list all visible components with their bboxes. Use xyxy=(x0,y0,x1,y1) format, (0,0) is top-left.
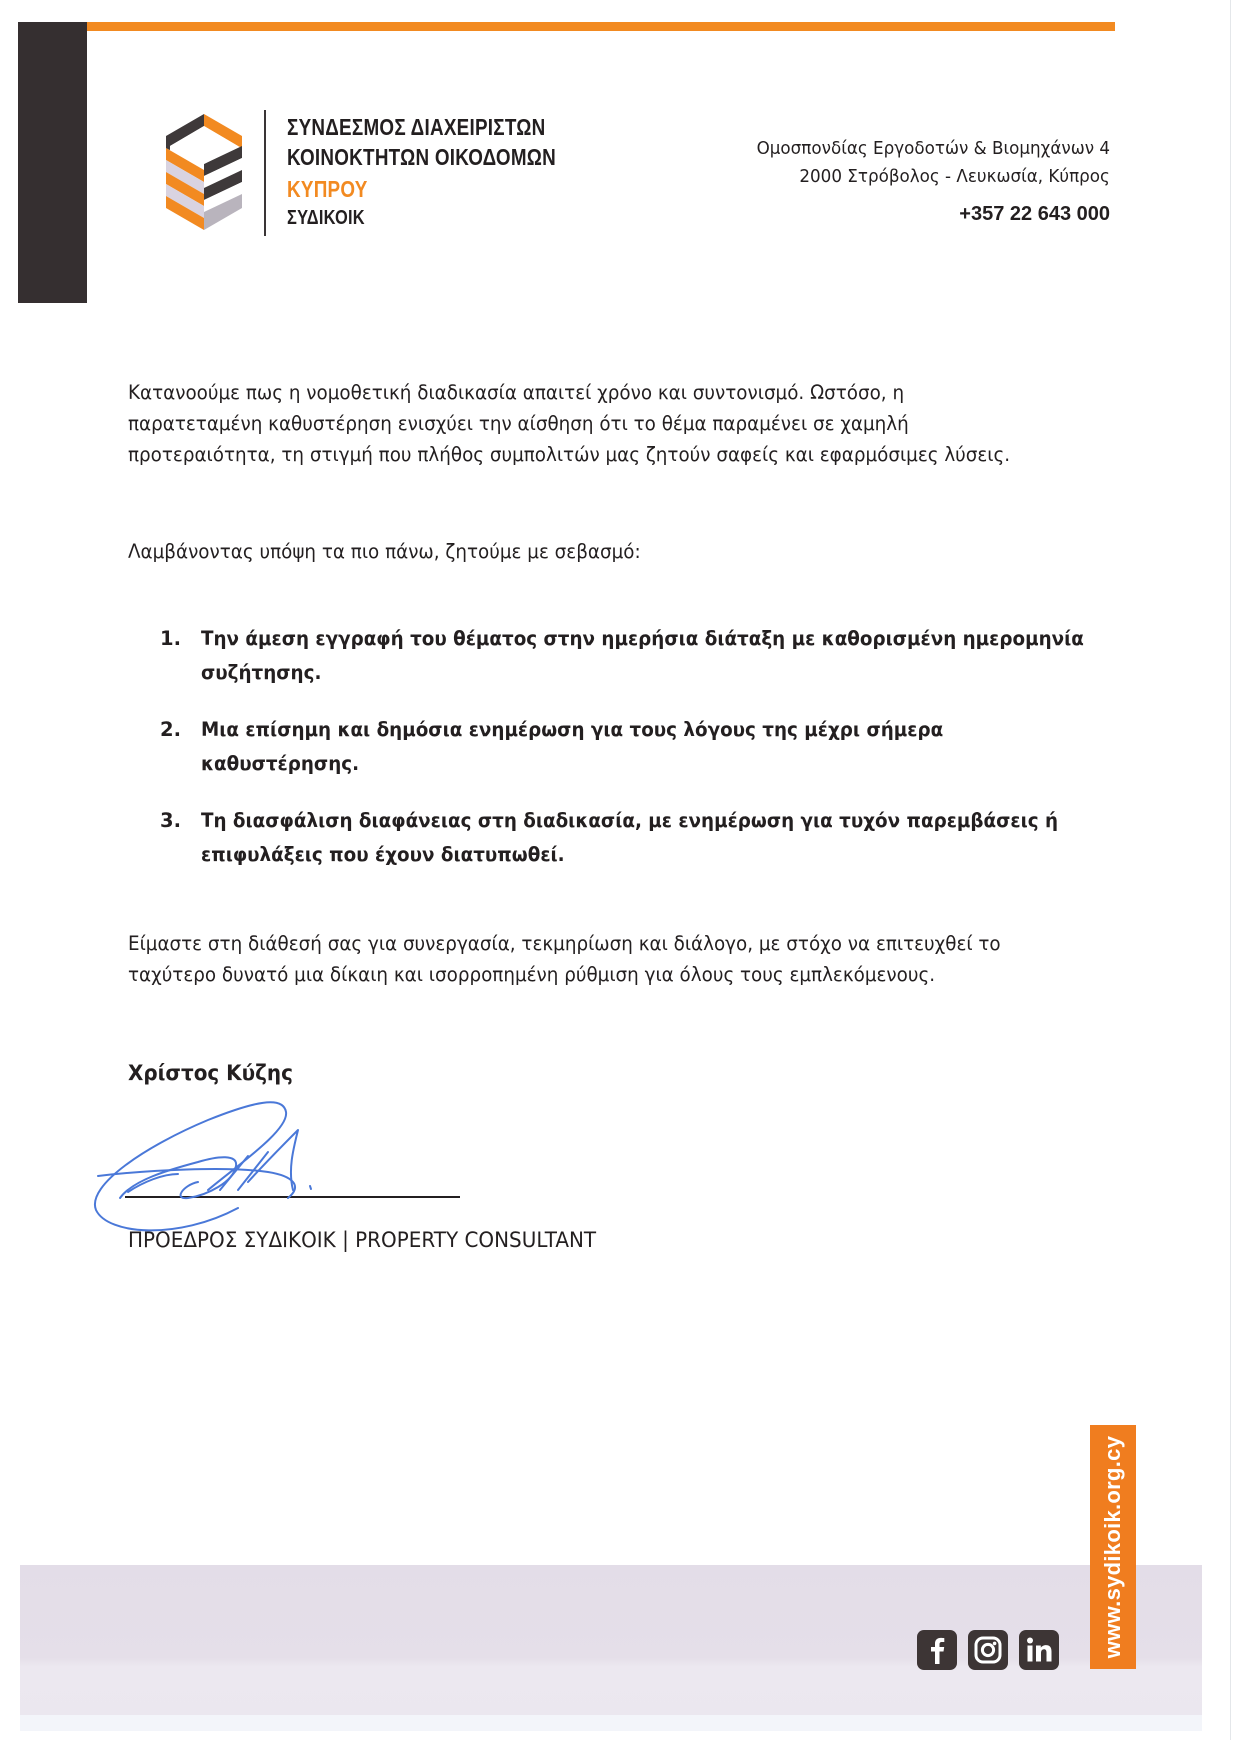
paragraph-line: Κατανοούμε πως η νομοθετική διαδικασία απαιτεί χρόνο και συντονισμό. Ωστόσο, η xyxy=(128,381,905,404)
page-edge xyxy=(1230,0,1231,1740)
footer-strip xyxy=(20,1715,1202,1731)
website-link[interactable]: www.sydikoik.org.cy xyxy=(1100,1435,1125,1659)
request-number: 2. xyxy=(160,718,181,741)
org-name-line-2: ΚΟΙΝΟΚΤΗΤΩΝ ΟΙΚΟΔΟΜΩΝ xyxy=(287,144,557,170)
request-line: Μια επίσημη και δημόσια ενημέρωση για τους λόγους της μέχρι σήμερα xyxy=(201,718,944,741)
header-orange-rule xyxy=(87,22,1115,31)
paragraph-line: Είμαστε στη διάθεσή σας για συνεργασία, τεκμηρίωση και διάλογο, με στόχο να επιτευχθεί το xyxy=(128,932,1001,955)
logo-icon xyxy=(163,112,245,232)
signature-stroke xyxy=(120,1157,236,1198)
linkedin-link[interactable] xyxy=(1019,1630,1059,1670)
paragraph-line: Λαμβάνοντας υπόψη τα πιο πάνω, ζητούμε με σεβασμό: xyxy=(128,540,641,563)
request-line: Τη διασφάλιση διαφάνειας στη διαδικασία, με ενημέρωση για τυχόν παρεμβάσεις ή xyxy=(201,809,1059,832)
phone-number: +357 22 643 000 xyxy=(959,203,1110,225)
org-name-line-1: ΣΥΝΔΕΣΜΟΣ ΔΙΑΧΕΙΡΙΣΤΩΝ xyxy=(287,114,546,140)
signer-title: ΠΡΟΕΔΡΟΣ ΣΥΔΙΚΟΙΚ | PROPERTY CONSULTANT xyxy=(128,1228,597,1252)
paragraph-line: ταχύτερο δυνατό μια δίκαιη και ισορροπημένη ρύθμιση για όλους τους εμπλεκόμενους. xyxy=(128,963,936,986)
signature-stroke xyxy=(310,1186,311,1189)
logo-divider xyxy=(264,110,266,236)
signer-name: Χρίστος Κύζης xyxy=(128,1061,293,1085)
request-line: Την άμεση εγγραφή του θέματος στην ημερήσια διάταξη με καθορισμένη ημερομηνία xyxy=(201,627,1084,650)
request-line: επιφυλάξεις που έχουν διατυπωθεί. xyxy=(201,843,565,866)
request-number: 1. xyxy=(160,627,181,650)
header-dark-bar xyxy=(18,22,87,303)
facebook-link[interactable] xyxy=(917,1630,957,1670)
paragraph-request-lead xyxy=(128,536,1030,567)
request-line: συζήτησης. xyxy=(201,661,322,684)
address-line-2: 2000 Στρόβολος - Λευκωσία, Κύπρος xyxy=(799,166,1110,187)
request-text xyxy=(201,713,943,781)
request-text xyxy=(201,622,1084,690)
signature-icon xyxy=(88,1090,368,1250)
paragraph-line: προτεραιότητα, τη στιγμή που πλήθος συμπολιτών μας ζητούν σαφείς και εφαρμόσιμες λύσεις. xyxy=(128,443,1011,466)
facebook-icon xyxy=(917,1630,957,1670)
paragraph-line: παρατεταμένη καθυστέρηση ενισχύει την αίσθηση ότι το θέμα παραμένει σε χαμηλή xyxy=(128,412,909,435)
request-line: καθυστέρησης. xyxy=(201,752,360,775)
signature-stroke xyxy=(98,1169,295,1198)
request-number: 3. xyxy=(160,809,181,832)
signature-stroke xyxy=(248,1130,298,1190)
instagram-icon xyxy=(968,1630,1008,1670)
request-text xyxy=(201,804,1058,872)
paragraph-intro xyxy=(128,377,1030,470)
address-line-1: Ομοσπονδίας Εργοδοτών & Βιομηχάνων 4 xyxy=(756,138,1110,159)
website-band[interactable] xyxy=(1090,1425,1136,1669)
org-name-line-3: ΚΥΠΡΟΥ xyxy=(287,176,368,202)
paragraph-closing xyxy=(128,928,1030,990)
linkedin-icon xyxy=(1019,1630,1059,1670)
instagram-link[interactable] xyxy=(968,1630,1008,1670)
org-acronym: ΣΥΔΙΚΟΙΚ xyxy=(287,207,365,229)
